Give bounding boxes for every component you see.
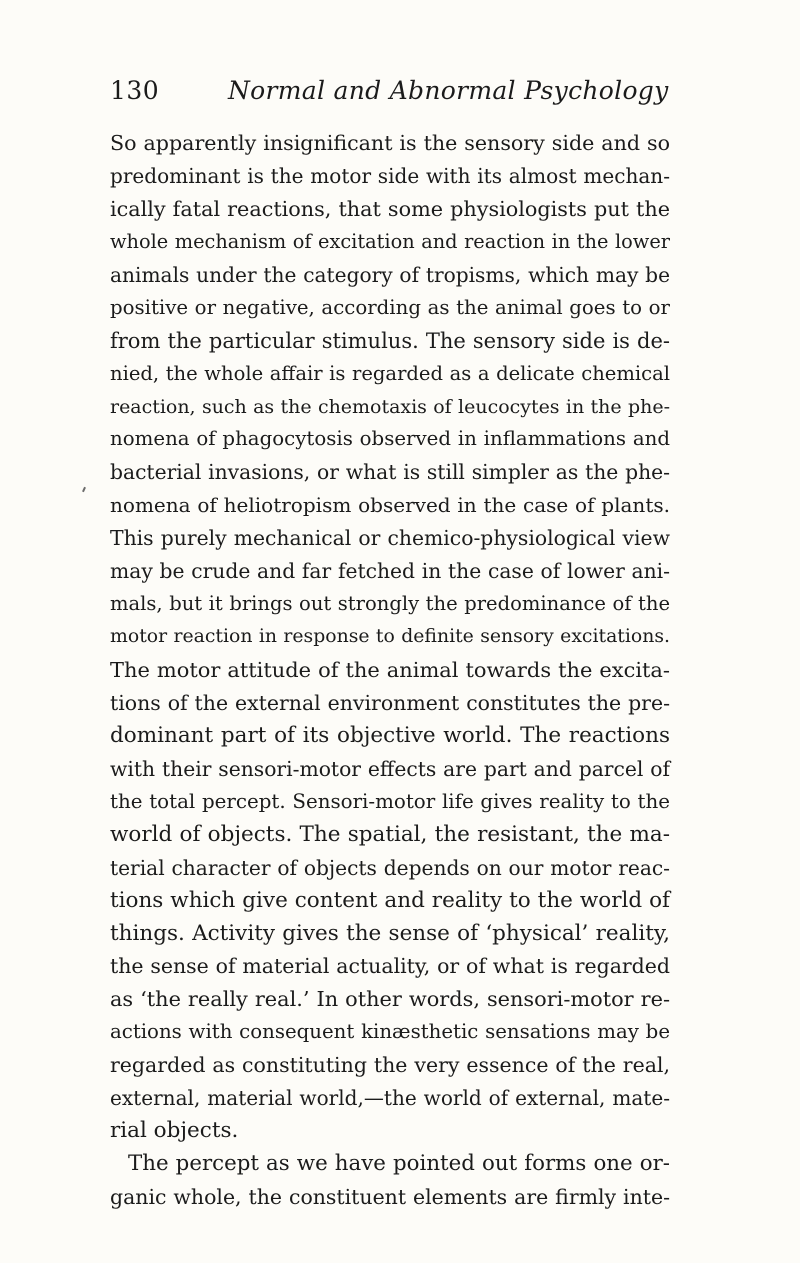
text-line: may be crude and far fetched in the case of lower ani- [110,559,670,584]
text-line: So apparently insignificant is the sensory side and so [110,131,670,155]
text-line: regarded as constituting the very essence of the real, [110,1053,670,1078]
text-line: The motor attitude of the animal towards the excita- [110,658,670,682]
text-line-paragraph-end: rial objects. [110,1118,239,1144]
text-line: ically fatal reactions, that some physiologists put the [110,196,670,221]
text-line: world of objects. The spatial, the resistant, the ma- [110,821,670,847]
text-line: the total percept. Sensori-motor life gives reality to the [110,789,670,813]
text-line: terial character of objects depends on our motor reac- [110,855,670,880]
text-line: tions of the external environment constitutes the pre- [110,690,670,715]
body-text [110,127,670,1214]
text-line: positive or negative, according as the animal goes to or [110,295,670,319]
text-line: This purely mechanical or chemico-physiological view [110,526,670,551]
text-line: tions which give content and reality to the world of [110,887,670,913]
text-line: from the particular stimulus. The sensory side is de- [110,327,670,353]
text-line: bacterial invasions, or what is still simpler as the phe- [110,460,670,485]
text-line: with their sensori-motor effects are part and parcel of [110,756,670,781]
text-line: actions with consequent kinæsthetic sensations may be [110,1020,670,1044]
text-line: as ‘the really real.’ In other words, sensori-motor re- [110,987,670,1012]
text-line: motor reaction in response to definite sensory excitations. [110,626,670,648]
text-line: whole mechanism of excitation and reaction in the lower [110,229,670,253]
text-line: ganic whole, the constituent elements are firmly inte- [110,1185,670,1209]
text-line: nied, the whole affair is regarded as a delicate chemical [110,361,670,385]
text-line: dominant part of its objective world. The reactions [110,722,670,748]
text-line: animals under the category of tropisms, which may be [110,262,670,287]
text-line: nomena of heliotropism observed in the case of plants. [110,493,670,518]
text-line: predominant is the motor side with its almost mechan- [110,163,670,188]
text-line: external, material world,—the world of external, mate- [110,1086,670,1111]
running-title: Normal and Abnormal Psychology [228,76,669,105]
print-speck [82,487,86,492]
text-line: things. Activity gives the sense of ‘physical’ reality, [110,920,670,946]
running-head [100,76,669,112]
text-line: the sense of material actuality, or of what is regarded [110,954,670,979]
text-line-paragraph-start: The percept as we have pointed out forms one or- [128,1151,670,1177]
text-line: mals, but it brings out strongly the predominance of the [110,592,670,616]
page-number: 130 [110,76,160,105]
text-line: nomena of phagocytosis observed in inflammations and [110,427,670,451]
text-line: reaction, such as the chemotaxis of leucocytes in the phe- [110,395,670,418]
